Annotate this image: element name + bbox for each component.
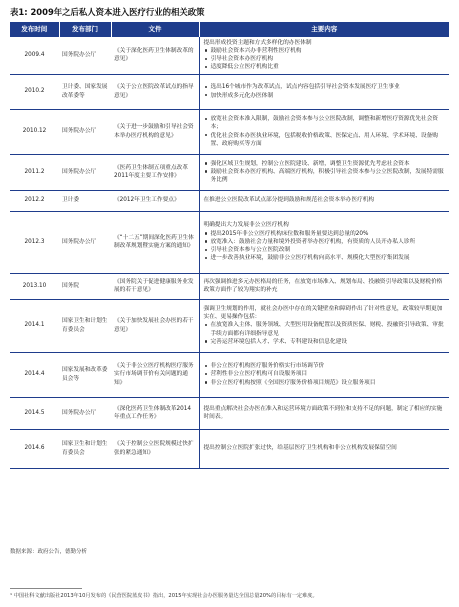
cell-department: 国家卫生和计划生育委员会: [59, 429, 111, 468]
cell-content: [199, 397, 449, 429]
cell-content: [199, 74, 449, 109]
cell-date: 2014.4: [10, 352, 59, 397]
cell-date: 2014.6: [10, 429, 59, 468]
cell-department: 卫计委、国家发展改革委等: [59, 74, 111, 109]
cell-content: [199, 36, 449, 74]
table-row: [10, 273, 449, 299]
cell-content: [199, 299, 449, 352]
table-row: [10, 74, 449, 109]
cell-department: 国务院办公厅: [59, 109, 111, 154]
content-bullet-item: 适度降低公立医疗机构比重: [204, 63, 447, 71]
content-bullet-item: 选出16个城市作为改革试点，试点内容包括引导社会资本发展医疗卫生事业: [204, 83, 447, 91]
cell-department: 国务院办公厅: [59, 211, 111, 273]
cell-document: 《深化医药卫生体制改革2014年重点工作任务》: [111, 397, 199, 429]
cell-date: 2012.2: [10, 190, 59, 211]
cell-document: 《关于控制公立医院规模过快扩张的紧急通知》: [111, 429, 199, 468]
cell-date: 2014.1: [10, 299, 59, 352]
cell-document: 《“十二五”期间深化医药卫生体制改革规划暨实施方案的通知》: [111, 211, 199, 273]
content-text: 提出重点解决社会办医在准入和运营环境方面政策不到位和支持不足的问题，制定了相应的实施时间表。: [203, 405, 443, 420]
cell-department: 国务院: [59, 273, 111, 299]
footnote-divider: [10, 588, 82, 589]
content-bullet-item: 进一步改善执业环境，鼓励非公立医疗机构向高水平、规模化大型医疗集团发展: [204, 254, 447, 262]
table-row: [10, 109, 449, 154]
content-bullet-item: 引导社会资本参与公立医院改制: [204, 246, 447, 254]
content-text: 强调卫生规划的作用，就社会办医中存在的关键壁垒和障碍作出了针对性意见，政策较早期更加实在、更易操作包括：: [203, 305, 443, 321]
content-text: 提出形成投资主题和方式多样化的办医体制: [203, 39, 312, 46]
table-row: [10, 211, 449, 273]
table-header-row: [10, 22, 449, 36]
content-text: 明确提出大力发展非公立医疗机构: [203, 222, 289, 229]
cell-date: 2010.12: [10, 109, 59, 154]
cell-date: 2009.4: [10, 36, 59, 74]
cell-date: 2010.2: [10, 74, 59, 109]
content-bullet-item: 提出2015年非公立医疗机构床位数和服务量要达到总量的20%: [204, 230, 447, 238]
content-bullet-item: 非公立医疗机构按照《全国医疗服务价格项目规范》设立服务项目: [204, 379, 447, 387]
table-row: [10, 397, 449, 429]
content-bullet-item: 优化社会资本办医执业环境，包括税收价格政策、医保定点、用人环境、学术环境、设备购置、政府购买等方面: [204, 132, 447, 148]
cell-document: 《关于公立医院改革试点的指导意见》: [111, 74, 199, 109]
content-bullet-item: 鼓励社会资本办医疗机构、高端医疗机构，积极引导社会资本参与公立医院改制，发展特需服务比例: [204, 168, 447, 184]
table-row: [10, 190, 449, 211]
content-bullet-item: 营利性非公立医疗机构可自设服务项目: [204, 370, 447, 378]
cell-content: [199, 429, 449, 468]
cell-document: 《关于非公立医疗机构医疗服务实行市场调节价有关问题的通知》: [111, 352, 199, 397]
cell-department: 国家发展和改革委员会等: [59, 352, 111, 397]
content-bullet-item: 完善运营环境包括人才、学术、专科建设和信息化建设: [204, 338, 447, 346]
content-bullet-item: 在放宽准入主体、服务领域、大型医用设备配置以及资质医保、财税、投融资引导政策、审批手续方面都有详细指导意见: [204, 321, 447, 337]
header-content: 主要内容: [199, 22, 449, 36]
table-row: [10, 352, 449, 397]
cell-document: 《关于进一步鼓励和引导社会资本举办医疗机构的意见》: [111, 109, 199, 154]
cell-content: [199, 352, 449, 397]
cell-content: [199, 190, 449, 211]
policy-table: [10, 22, 449, 469]
header-document: 文件: [111, 22, 199, 36]
cell-date: 2011.2: [10, 154, 59, 190]
cell-content: [199, 273, 449, 299]
content-bullet-item: 加快形成多元化办医体制: [204, 92, 447, 100]
cell-department: 国务院办公厅: [59, 154, 111, 190]
table-row: [10, 429, 449, 468]
cell-department: 国务院办公厅: [59, 36, 111, 74]
table-title: 表1: 2009年之后私人资本进入医疗行业的相关政策: [10, 7, 205, 17]
cell-document: 《关于深化医药卫生体制改革的意见》: [111, 36, 199, 74]
cell-date: 2013.10: [10, 273, 59, 299]
table-row: [10, 299, 449, 352]
cell-content: [199, 154, 449, 190]
cell-department: 国务院办公厅: [59, 397, 111, 429]
content-bullet-item: 强化区域卫生规划，控制公立医院建设、新增，调整卫生资源优先考虑社会资本: [204, 160, 447, 168]
cell-document: 《医药卫生体制五项重点改革2011年度主要工作安排》: [111, 154, 199, 190]
cell-date: 2014.5: [10, 397, 59, 429]
cell-document: 《关于加快发展社会办医的若干意见》: [111, 299, 199, 352]
cell-date: 2012.3: [10, 211, 59, 273]
content-text: 在推进公立医院改革试点部分提到鼓励和规范社会资本举办医疗机构: [203, 197, 375, 204]
content-bullet-item: 放宽社会资本准入限制，鼓励社会资本参与公立医院改制，调整和新增医疗资源优先社会资本；: [204, 115, 447, 131]
source-note: 数据来源：政府公告，德勤分析: [10, 549, 88, 555]
content-bullet-item: 非公立医疗机构医疗服务价格实行市场调节价: [204, 362, 447, 370]
content-bullet-item: 放宽准入：鼓励社会力量和境外投资者举办医疗机构，有资质的人员开办私人诊所: [204, 238, 447, 246]
content-bullet-item: 引导社会资本办医疗机构: [204, 55, 447, 63]
cell-department: 国家卫生和计划生育委员会: [59, 299, 111, 352]
table-row: [10, 36, 449, 74]
cell-document: 《国务院关于促进健康服务业发展的若干意见》: [111, 273, 199, 299]
content-text: 再次强调推进多元办医格局的任务，在放宽市场准入、规划布局、投融资引导政策以及财税价格政策方面作了较为翔实的补充: [203, 278, 443, 293]
content-text: 提出控制公立医院扩张过快，给基层医疗卫生机构和非公立机构发展保留空间: [203, 445, 397, 452]
header-date: 发布时间: [10, 22, 59, 36]
table-row: [10, 154, 449, 190]
cell-department: 卫计委: [59, 190, 111, 211]
content-bullet-item: 鼓励社会资本兴办非营利性医疗机构: [204, 47, 447, 55]
header-department: 发布部门: [59, 22, 111, 36]
footnote: ¹ 中国社科文献出版社2013年10月发布的《民营医院蓝皮书》指出，2015年实现社会办医服务量达全国总量20%的目标有一定难度。: [10, 593, 318, 599]
cell-content: [199, 211, 449, 273]
cell-document: 《2012年卫生工作要点》: [111, 190, 199, 211]
cell-content: [199, 109, 449, 154]
